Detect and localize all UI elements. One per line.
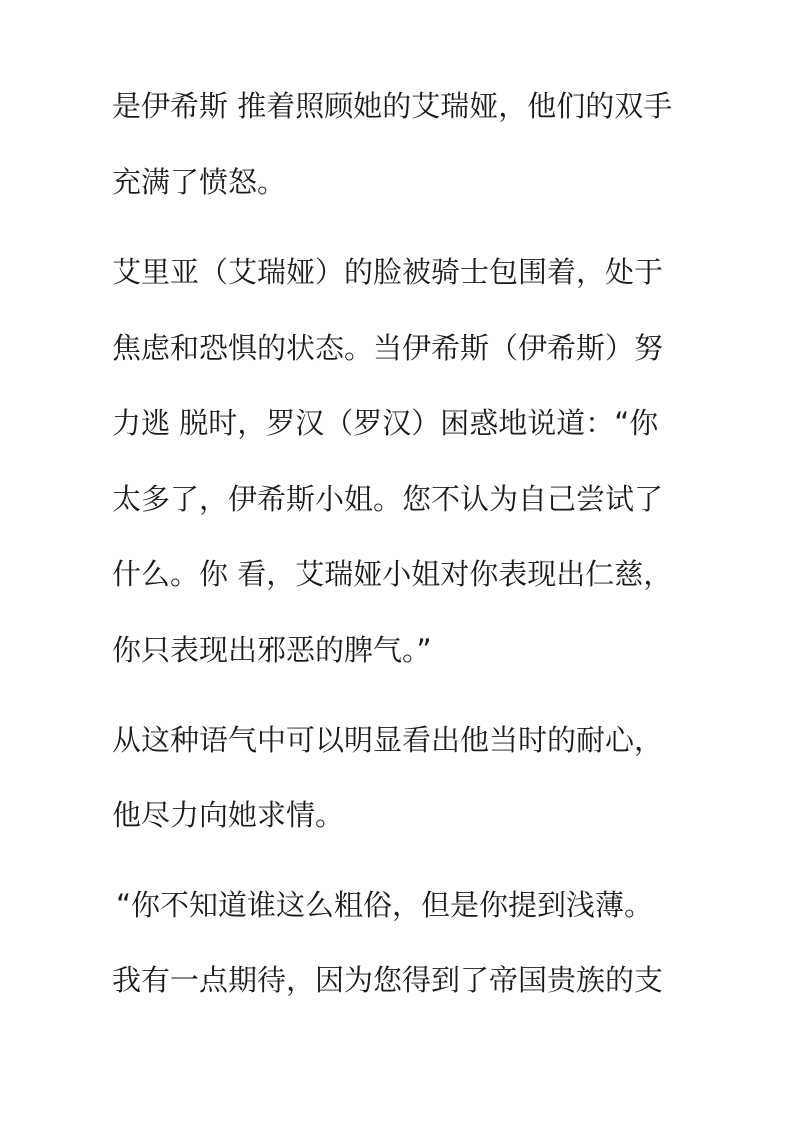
text-line: 太多了，伊希斯小姐。您不认为自己尝试了 — [112, 482, 664, 516]
text-line: 艾里亚（艾瑞娅）的脸被骑士包围着，处于 — [112, 255, 664, 289]
text-line: 什么。你 看，艾瑞娅小姐对你表现出仁慈， — [112, 557, 673, 591]
text-line: 我有一点期待，因为您得到了帝国贵族的支 — [112, 963, 664, 997]
text-line: 力逃 脱时，罗汉（罗汉）困惑地说道：“你 — [112, 406, 659, 440]
text-line: 从这种语气中可以明显看出他当时的耐心， — [112, 723, 664, 757]
text-line: 充满了愤怒。 — [112, 165, 287, 199]
text-line: 他尽力向她求情。 — [112, 798, 345, 832]
text-line: 你只表现出邪恶的脾气。” — [112, 633, 432, 667]
text-line: 是伊希斯 推着照顾她的艾瑞娅，他们的双手 — [112, 89, 673, 123]
text-line: “你不知道谁这么粗俗，但是你提到浅薄。 — [116, 888, 654, 922]
text-line: 焦虑和恐惧的状态。当伊希斯（伊希斯）努 — [112, 331, 664, 365]
